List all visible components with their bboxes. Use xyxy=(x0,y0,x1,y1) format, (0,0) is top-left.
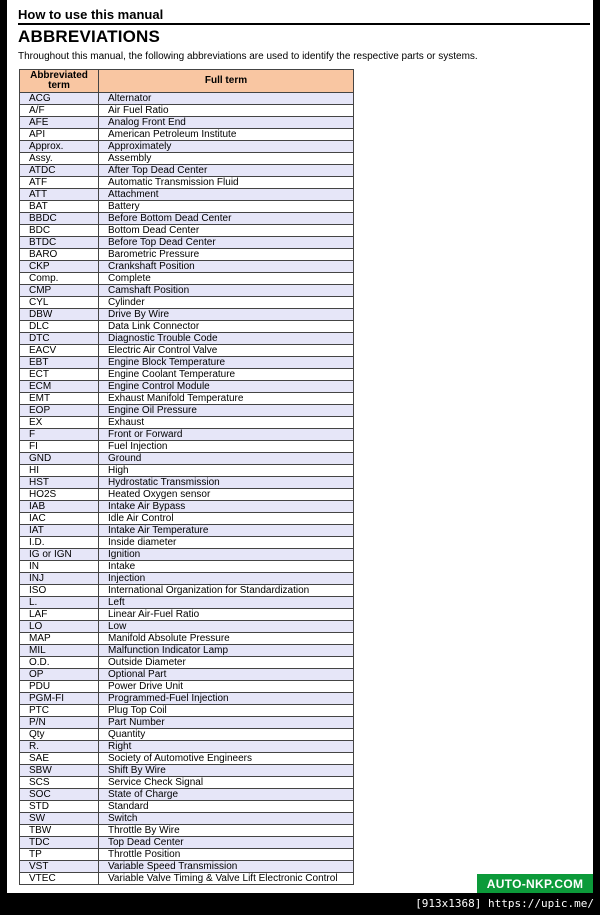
full-term-cell: Malfunction Indicator Lamp xyxy=(99,645,354,657)
full-term-cell: Before Bottom Dead Center xyxy=(99,213,354,225)
abbreviation-cell: IG or IGN xyxy=(20,549,99,561)
abbreviation-cell: MIL xyxy=(20,645,99,657)
full-term-cell: Switch xyxy=(99,813,354,825)
table-row xyxy=(20,333,354,345)
abbreviation-cell: VST xyxy=(20,861,99,873)
abbreviation-cell: BBDC xyxy=(20,213,99,225)
abbreviation-cell: EX xyxy=(20,417,99,429)
abbreviation-cell: SCS xyxy=(20,777,99,789)
abbreviation-cell: AFE xyxy=(20,117,99,129)
full-term-cell: Quantity xyxy=(99,729,354,741)
table-row xyxy=(20,789,354,801)
table-row xyxy=(20,261,354,273)
abbreviation-cell: OP xyxy=(20,669,99,681)
full-term-cell: Plug Top Coil xyxy=(99,705,354,717)
table-row xyxy=(20,381,354,393)
full-term-cell: Data Link Connector xyxy=(99,321,354,333)
full-term-cell: Engine Coolant Temperature xyxy=(99,369,354,381)
abbreviation-cell: DTC xyxy=(20,333,99,345)
table-row xyxy=(20,237,354,249)
table-row xyxy=(20,777,354,789)
abbreviation-cell: A/F xyxy=(20,105,99,117)
section-heading: How to use this manual xyxy=(18,7,164,22)
abbreviations-table xyxy=(19,69,354,885)
full-term-cell: Idle Air Control xyxy=(99,513,354,525)
table-row xyxy=(20,417,354,429)
table-row xyxy=(20,597,354,609)
table-row xyxy=(20,429,354,441)
full-term-cell: Intake Air Bypass xyxy=(99,501,354,513)
abbreviation-cell: TDC xyxy=(20,837,99,849)
abbreviation-cell: API xyxy=(20,129,99,141)
table-row xyxy=(20,489,354,501)
abbreviation-cell: SOC xyxy=(20,789,99,801)
table-body xyxy=(20,93,354,885)
table-row xyxy=(20,477,354,489)
table-row xyxy=(20,861,354,873)
abbreviation-cell: ECT xyxy=(20,369,99,381)
table-row xyxy=(20,297,354,309)
full-term-cell: Exhaust xyxy=(99,417,354,429)
full-term-cell: Injection xyxy=(99,573,354,585)
full-term-cell: Ground xyxy=(99,453,354,465)
header-full-term: Full term xyxy=(99,70,354,93)
abbreviation-cell: Comp. xyxy=(20,273,99,285)
full-term-cell: Intake Air Temperature xyxy=(99,525,354,537)
table-row xyxy=(20,201,354,213)
abbreviation-cell: SBW xyxy=(20,765,99,777)
table-row xyxy=(20,117,354,129)
table-row xyxy=(20,753,354,765)
full-term-cell: Diagnostic Trouble Code xyxy=(99,333,354,345)
header-abbreviated-term: Abbreviated term xyxy=(20,70,99,93)
full-term-cell: Power Drive Unit xyxy=(99,681,354,693)
abbreviation-cell: CYL xyxy=(20,297,99,309)
table-row xyxy=(20,309,354,321)
abbreviation-cell: LO xyxy=(20,621,99,633)
table-row xyxy=(20,741,354,753)
table-header-row xyxy=(20,70,354,93)
table-row xyxy=(20,441,354,453)
abbreviation-cell: BAT xyxy=(20,201,99,213)
full-term-cell: Throttle By Wire xyxy=(99,825,354,837)
abbreviation-cell: SAE xyxy=(20,753,99,765)
abbreviation-cell: HO2S xyxy=(20,489,99,501)
full-term-cell: Service Check Signal xyxy=(99,777,354,789)
abbreviation-cell: L. xyxy=(20,597,99,609)
table-row xyxy=(20,405,354,417)
full-term-cell: American Petroleum Institute xyxy=(99,129,354,141)
table-row xyxy=(20,825,354,837)
abbreviation-cell: IAC xyxy=(20,513,99,525)
abbreviation-cell: EOP xyxy=(20,405,99,417)
abbreviation-cell: EACV xyxy=(20,345,99,357)
abbreviation-cell: BTDC xyxy=(20,237,99,249)
full-term-cell: Engine Control Module xyxy=(99,381,354,393)
full-term-cell: Outside Diameter xyxy=(99,657,354,669)
full-term-cell: Exhaust Manifold Temperature xyxy=(99,393,354,405)
abbreviation-cell: ACG xyxy=(20,93,99,105)
abbreviation-cell: PDU xyxy=(20,681,99,693)
abbreviation-cell: LAF xyxy=(20,609,99,621)
heading-rule xyxy=(18,23,590,25)
table-row xyxy=(20,273,354,285)
abbreviation-cell: HST xyxy=(20,477,99,489)
full-term-cell: After Top Dead Center xyxy=(99,165,354,177)
table-row xyxy=(20,849,354,861)
full-term-cell: Assembly xyxy=(99,153,354,165)
abbreviation-cell: ATF xyxy=(20,177,99,189)
table-row xyxy=(20,453,354,465)
abbreviation-cell: TP xyxy=(20,849,99,861)
full-term-cell: Automatic Transmission Fluid xyxy=(99,177,354,189)
abbreviation-cell: IN xyxy=(20,561,99,573)
table-row xyxy=(20,609,354,621)
abbreviation-cell: TBW xyxy=(20,825,99,837)
full-term-cell: Programmed-Fuel Injection xyxy=(99,693,354,705)
table-row xyxy=(20,465,354,477)
table-row xyxy=(20,189,354,201)
table-row xyxy=(20,717,354,729)
full-term-cell: Electric Air Control Valve xyxy=(99,345,354,357)
full-term-cell: Bottom Dead Center xyxy=(99,225,354,237)
abbreviation-cell: I.D. xyxy=(20,537,99,549)
table-row xyxy=(20,525,354,537)
table-row xyxy=(20,621,354,633)
full-term-cell: Intake xyxy=(99,561,354,573)
table-row xyxy=(20,537,354,549)
table-row xyxy=(20,657,354,669)
intro-text: Throughout this manual, the following abbreviations are used to identify the respective parts or systems. xyxy=(18,51,478,62)
table-row xyxy=(20,813,354,825)
table-row xyxy=(20,645,354,657)
full-term-cell: Battery xyxy=(99,201,354,213)
full-term-cell: Barometric Pressure xyxy=(99,249,354,261)
watermark-logo: AUTO-NKP.COM xyxy=(477,874,593,893)
full-term-cell: Optional Part xyxy=(99,669,354,681)
table-row xyxy=(20,873,354,885)
abbreviation-cell: P/N xyxy=(20,717,99,729)
full-term-cell: Fuel Injection xyxy=(99,441,354,453)
abbreviation-cell: DLC xyxy=(20,321,99,333)
abbreviation-cell: ISO xyxy=(20,585,99,597)
table-row xyxy=(20,165,354,177)
table-row xyxy=(20,561,354,573)
table-row xyxy=(20,177,354,189)
abbreviation-cell: O.D. xyxy=(20,657,99,669)
abbreviation-cell: ATDC xyxy=(20,165,99,177)
table-row xyxy=(20,729,354,741)
full-term-cell: Complete xyxy=(99,273,354,285)
abbreviation-cell: MAP xyxy=(20,633,99,645)
table-row xyxy=(20,369,354,381)
table-row xyxy=(20,513,354,525)
full-term-cell: Throttle Position xyxy=(99,849,354,861)
abbreviation-cell: IAT xyxy=(20,525,99,537)
table-row xyxy=(20,93,354,105)
full-term-cell: Variable Valve Timing & Valve Lift Electronic Control xyxy=(99,873,354,885)
full-term-cell: Alternator xyxy=(99,93,354,105)
full-term-cell: Variable Speed Transmission xyxy=(99,861,354,873)
abbreviation-cell: PGM-FI xyxy=(20,693,99,705)
abbreviation-cell: Approx. xyxy=(20,141,99,153)
abbreviation-cell: PTC xyxy=(20,705,99,717)
table-row xyxy=(20,669,354,681)
abbreviation-cell: DBW xyxy=(20,309,99,321)
abbreviation-cell: ECM xyxy=(20,381,99,393)
full-term-cell: Left xyxy=(99,597,354,609)
table-row xyxy=(20,345,354,357)
full-term-cell: International Organization for Standardization xyxy=(99,585,354,597)
abbreviation-cell: BDC xyxy=(20,225,99,237)
full-term-cell: Inside diameter xyxy=(99,537,354,549)
table-row xyxy=(20,357,354,369)
full-term-cell: High xyxy=(99,465,354,477)
full-term-cell: Top Dead Center xyxy=(99,837,354,849)
manual-page xyxy=(7,0,593,893)
full-term-cell: Drive By Wire xyxy=(99,309,354,321)
abbreviation-cell: Assy. xyxy=(20,153,99,165)
full-term-cell: Linear Air-Fuel Ratio xyxy=(99,609,354,621)
table-row xyxy=(20,633,354,645)
table-row xyxy=(20,249,354,261)
abbreviation-cell: FI xyxy=(20,441,99,453)
abbreviation-cell: HI xyxy=(20,465,99,477)
table-row xyxy=(20,321,354,333)
full-term-cell: Crankshaft Position xyxy=(99,261,354,273)
full-term-cell: Right xyxy=(99,741,354,753)
full-term-cell: Manifold Absolute Pressure xyxy=(99,633,354,645)
table-row xyxy=(20,693,354,705)
full-term-cell: Attachment xyxy=(99,189,354,201)
full-term-cell: Hydrostatic Transmission xyxy=(99,477,354,489)
full-term-cell: State of Charge xyxy=(99,789,354,801)
full-term-cell: Society of Automotive Engineers xyxy=(99,753,354,765)
abbreviation-cell: R. xyxy=(20,741,99,753)
full-term-cell: Engine Block Temperature xyxy=(99,357,354,369)
abbreviation-cell: SW xyxy=(20,813,99,825)
page-title: ABBREVIATIONS xyxy=(18,27,161,46)
full-term-cell: Camshaft Position xyxy=(99,285,354,297)
table-row xyxy=(20,585,354,597)
table-row xyxy=(20,501,354,513)
full-term-cell: Ignition xyxy=(99,549,354,561)
full-term-cell: Approximately xyxy=(99,141,354,153)
abbreviation-cell: STD xyxy=(20,801,99,813)
full-term-cell: Low xyxy=(99,621,354,633)
abbreviation-cell: Qty xyxy=(20,729,99,741)
table-row xyxy=(20,225,354,237)
table-row xyxy=(20,837,354,849)
abbreviation-cell: BARO xyxy=(20,249,99,261)
full-term-cell: Before Top Dead Center xyxy=(99,237,354,249)
full-term-cell: Heated Oxygen sensor xyxy=(99,489,354,501)
table-row xyxy=(20,105,354,117)
full-term-cell: Analog Front End xyxy=(99,117,354,129)
abbreviation-cell: GND xyxy=(20,453,99,465)
table-row xyxy=(20,393,354,405)
abbreviation-cell: CMP xyxy=(20,285,99,297)
table-row xyxy=(20,141,354,153)
full-term-cell: Standard xyxy=(99,801,354,813)
table-row xyxy=(20,213,354,225)
table-row xyxy=(20,705,354,717)
full-term-cell: Air Fuel Ratio xyxy=(99,105,354,117)
abbreviation-cell: IAB xyxy=(20,501,99,513)
abbreviation-cell: EMT xyxy=(20,393,99,405)
full-term-cell: Shift By Wire xyxy=(99,765,354,777)
abbreviation-cell: F xyxy=(20,429,99,441)
abbreviation-cell: EBT xyxy=(20,357,99,369)
table-row xyxy=(20,681,354,693)
table-row xyxy=(20,129,354,141)
image-size-stamp: [913x1368] https://upic.me/ xyxy=(415,897,594,910)
abbreviation-cell: ATT xyxy=(20,189,99,201)
full-term-cell: Part Number xyxy=(99,717,354,729)
table-row xyxy=(20,801,354,813)
table-row xyxy=(20,153,354,165)
table-row xyxy=(20,573,354,585)
abbreviation-cell: INJ xyxy=(20,573,99,585)
full-term-cell: Engine Oil Pressure xyxy=(99,405,354,417)
full-term-cell: Front or Forward xyxy=(99,429,354,441)
abbreviation-cell: CKP xyxy=(20,261,99,273)
full-term-cell: Cylinder xyxy=(99,297,354,309)
table-row xyxy=(20,285,354,297)
table-row xyxy=(20,765,354,777)
abbreviation-cell: VTEC xyxy=(20,873,99,885)
table-row xyxy=(20,549,354,561)
